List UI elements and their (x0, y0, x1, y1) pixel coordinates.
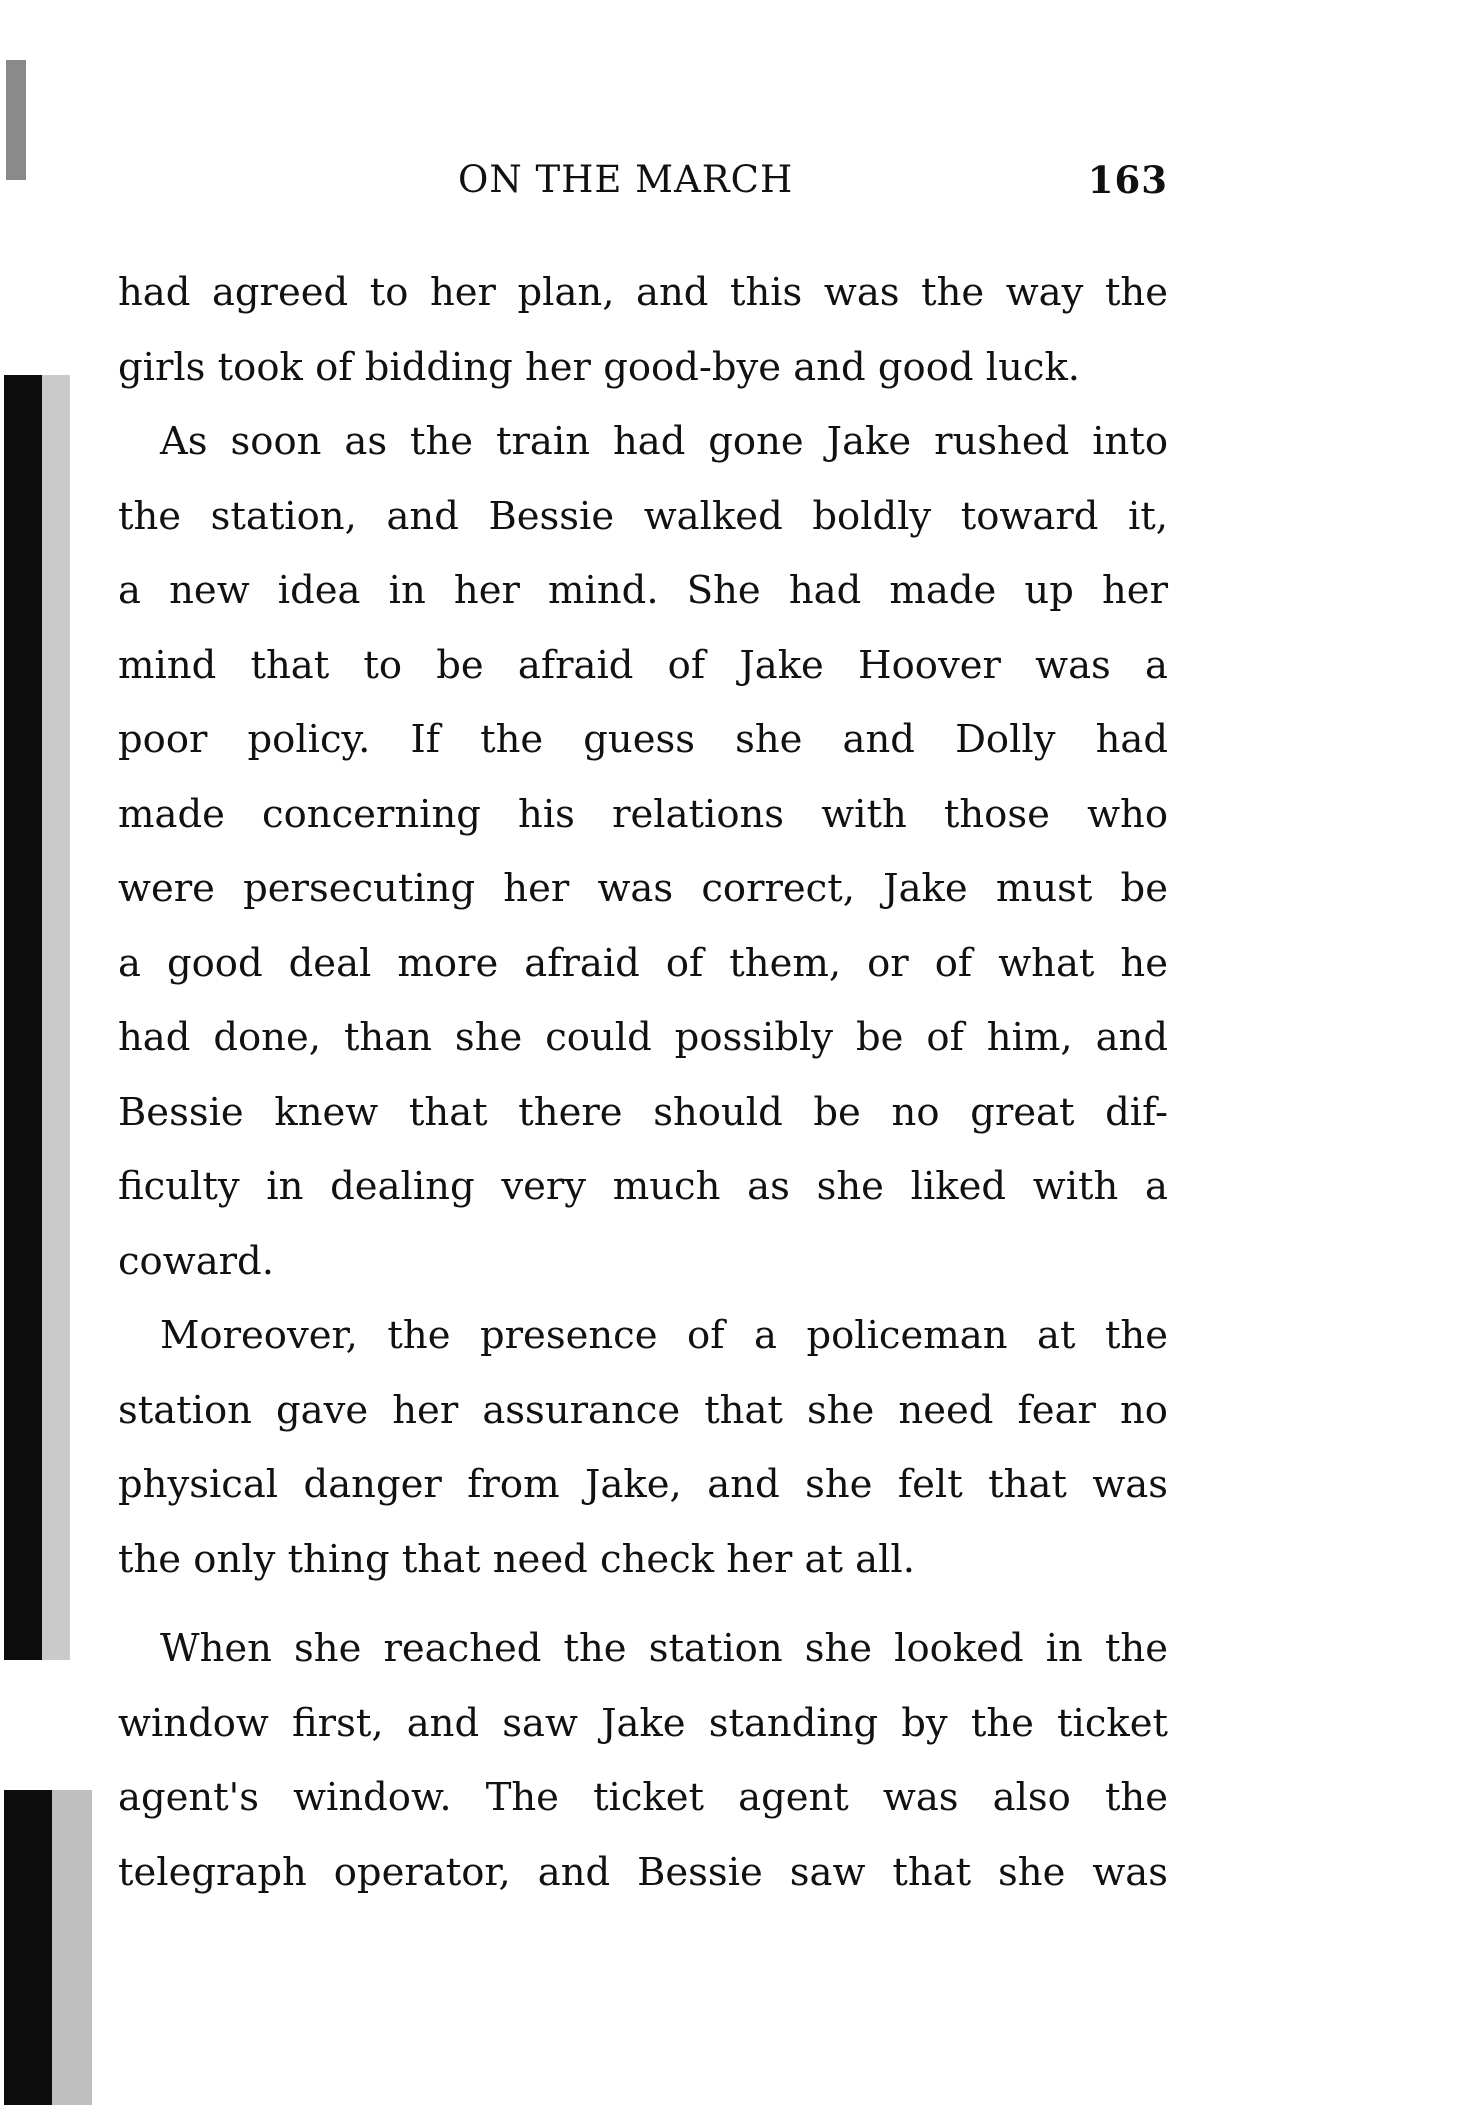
paragraph (118, 405, 1168, 1299)
text-line: a good deal more afraid of them, or of what he (118, 940, 1168, 986)
text-line: the station, and Bessie walked boldly toward it, (118, 493, 1168, 539)
text-line: the only thing that need check her at all. (118, 1536, 915, 1582)
text-line: window first, and saw Jake standing by the ticket (118, 1700, 1168, 1746)
text-line: were persecuting her was correct, Jake must be (118, 866, 1168, 911)
text-line: coward. (118, 1238, 274, 1284)
text-line: had agreed to her plan, and this was the way the (118, 270, 1168, 315)
paragraph (118, 1299, 1168, 1597)
paragraph (118, 256, 1168, 405)
text-line: When she reached the station she looked in the (160, 1626, 1168, 1671)
text-line: had done, than she could possibly be of him, and (118, 1015, 1168, 1060)
text-line: ficulty in dealing very much as she liked with a (118, 1164, 1168, 1209)
text-line: station gave her assurance that she need fear no (118, 1387, 1168, 1433)
text-line: physical danger from Jake, and she felt that was (118, 1462, 1168, 1507)
binding-gutter-shadow (0, 0, 105, 2105)
paragraph (118, 1612, 1168, 1910)
text-line: a new idea in her mind. She had made up her (118, 568, 1168, 613)
text-line: mind that to be afraid of Jake Hoover was a (118, 642, 1168, 688)
text-line: Moreover, the presence of a policeman at the (160, 1313, 1168, 1358)
text-line: girls took of bidding her good-bye and good luck. (118, 344, 1081, 390)
running-head: ON THE MARCH (458, 158, 794, 201)
text-line: poor policy. If the guess she and Dolly had (118, 717, 1168, 762)
page-number: 163 (1087, 158, 1168, 202)
page-header (118, 158, 1168, 208)
text-line: As soon as the train had gone Jake rushed into (160, 419, 1168, 464)
text-line: Bessie knew that there should be no great dif- (118, 1089, 1168, 1135)
text-line: agent's window. The ticket agent was also the (118, 1775, 1168, 1820)
body-text (118, 256, 1168, 1925)
text-line: telegraph operator, and Bessie saw that she was (118, 1849, 1168, 1895)
text-line: made concerning his relations with those who (118, 791, 1168, 837)
